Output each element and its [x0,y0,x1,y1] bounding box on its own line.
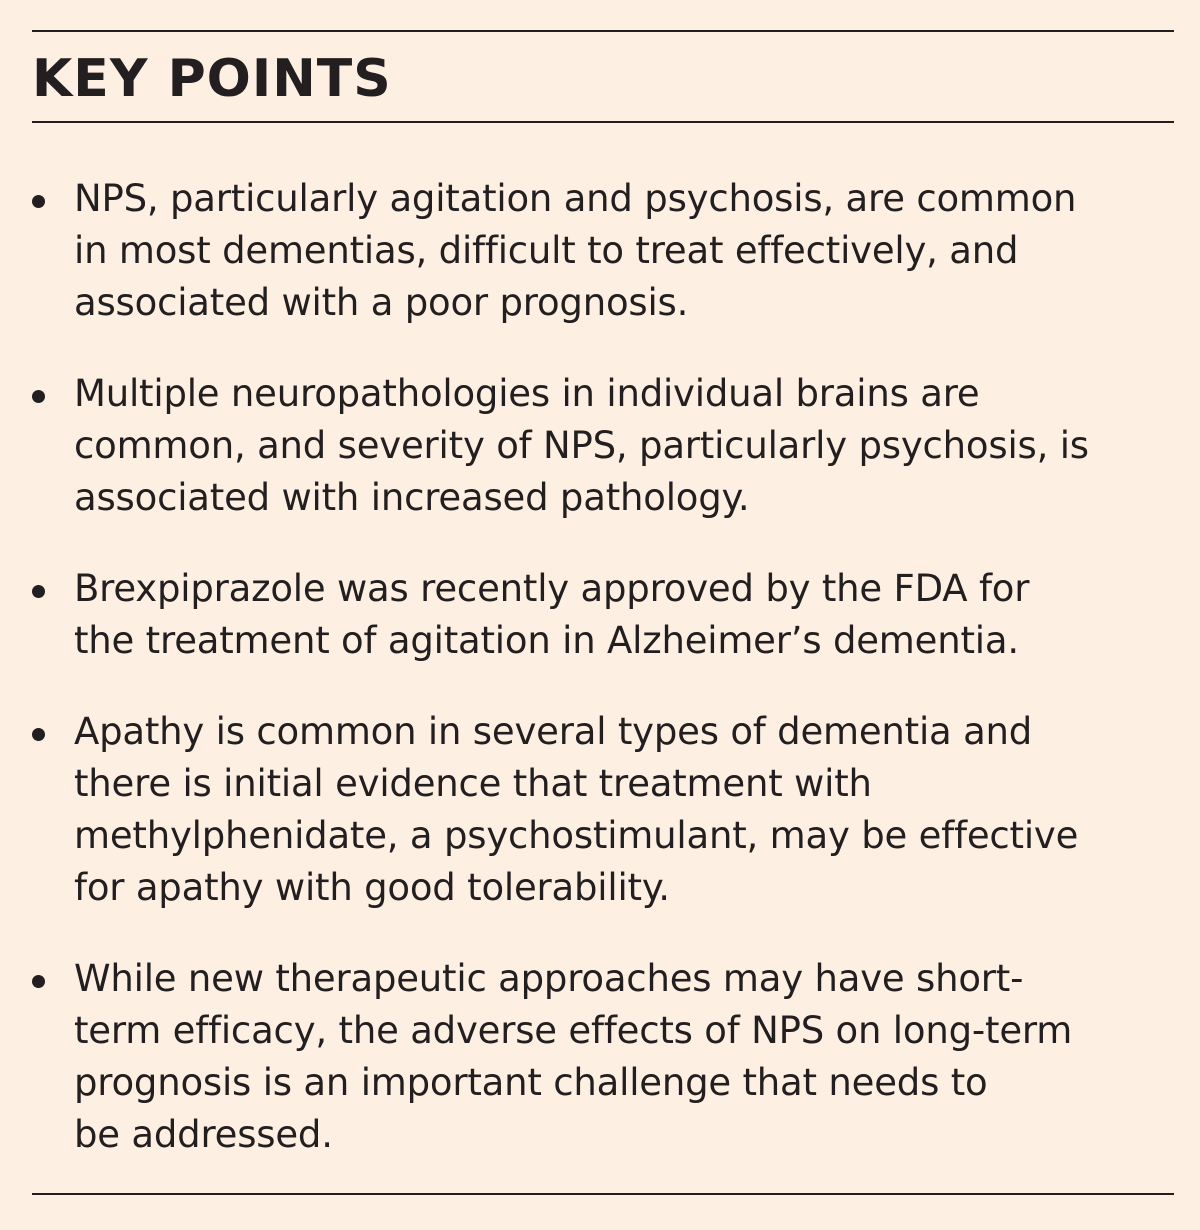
bullet-icon [32,585,45,598]
bottom-rule [32,1193,1174,1195]
key-point-line: Multiple neuropathologies in individual brains are [74,372,980,415]
key-point-line: methylphenidate, a psychostimulant, may be effective [74,814,1079,857]
heading-rule [32,121,1174,123]
key-point-line: be addressed. [74,1113,333,1156]
key-point-line: associated with a poor prognosis. [74,281,689,324]
key-point-line: the treatment of agitation in Alzheimer’s dementia. [74,619,1019,662]
key-points-heading: KEY POINTS [32,49,392,109]
bullet-icon [32,195,45,208]
key-point-line: NPS, particularly agitation and psychosis, are common [74,177,1077,220]
bullet-icon [32,390,45,403]
key-point-line: prognosis is an important challenge that needs to [74,1061,988,1104]
key-point-line: there is initial evidence that treatment with [74,762,872,805]
top-rule [32,30,1174,32]
key-point-1 [32,173,1174,329]
key-point-2 [32,368,1174,524]
bullet-icon [32,728,45,741]
key-point-5 [32,953,1174,1161]
key-point-3 [32,563,1174,667]
key-point-line: Apathy is common in several types of dementia and [74,710,1033,753]
key-points-list [32,173,1174,1161]
key-point-line: Brexpiprazole was recently approved by the FDA for [74,567,1030,610]
key-point-line: While new therapeutic approaches may have short- [74,957,1024,1000]
key-point-line: associated with increased pathology. [74,476,750,519]
key-point-4 [32,706,1174,914]
key-point-line: common, and severity of NPS, particularly psychosis, is [74,424,1089,467]
key-point-line: term efficacy, the adverse effects of NPS on long-term [74,1009,1073,1052]
key-point-line: for apathy with good tolerability. [74,866,670,909]
key-point-line: in most dementias, difficult to treat effectively, and [74,229,1019,272]
bullet-icon [32,975,45,988]
